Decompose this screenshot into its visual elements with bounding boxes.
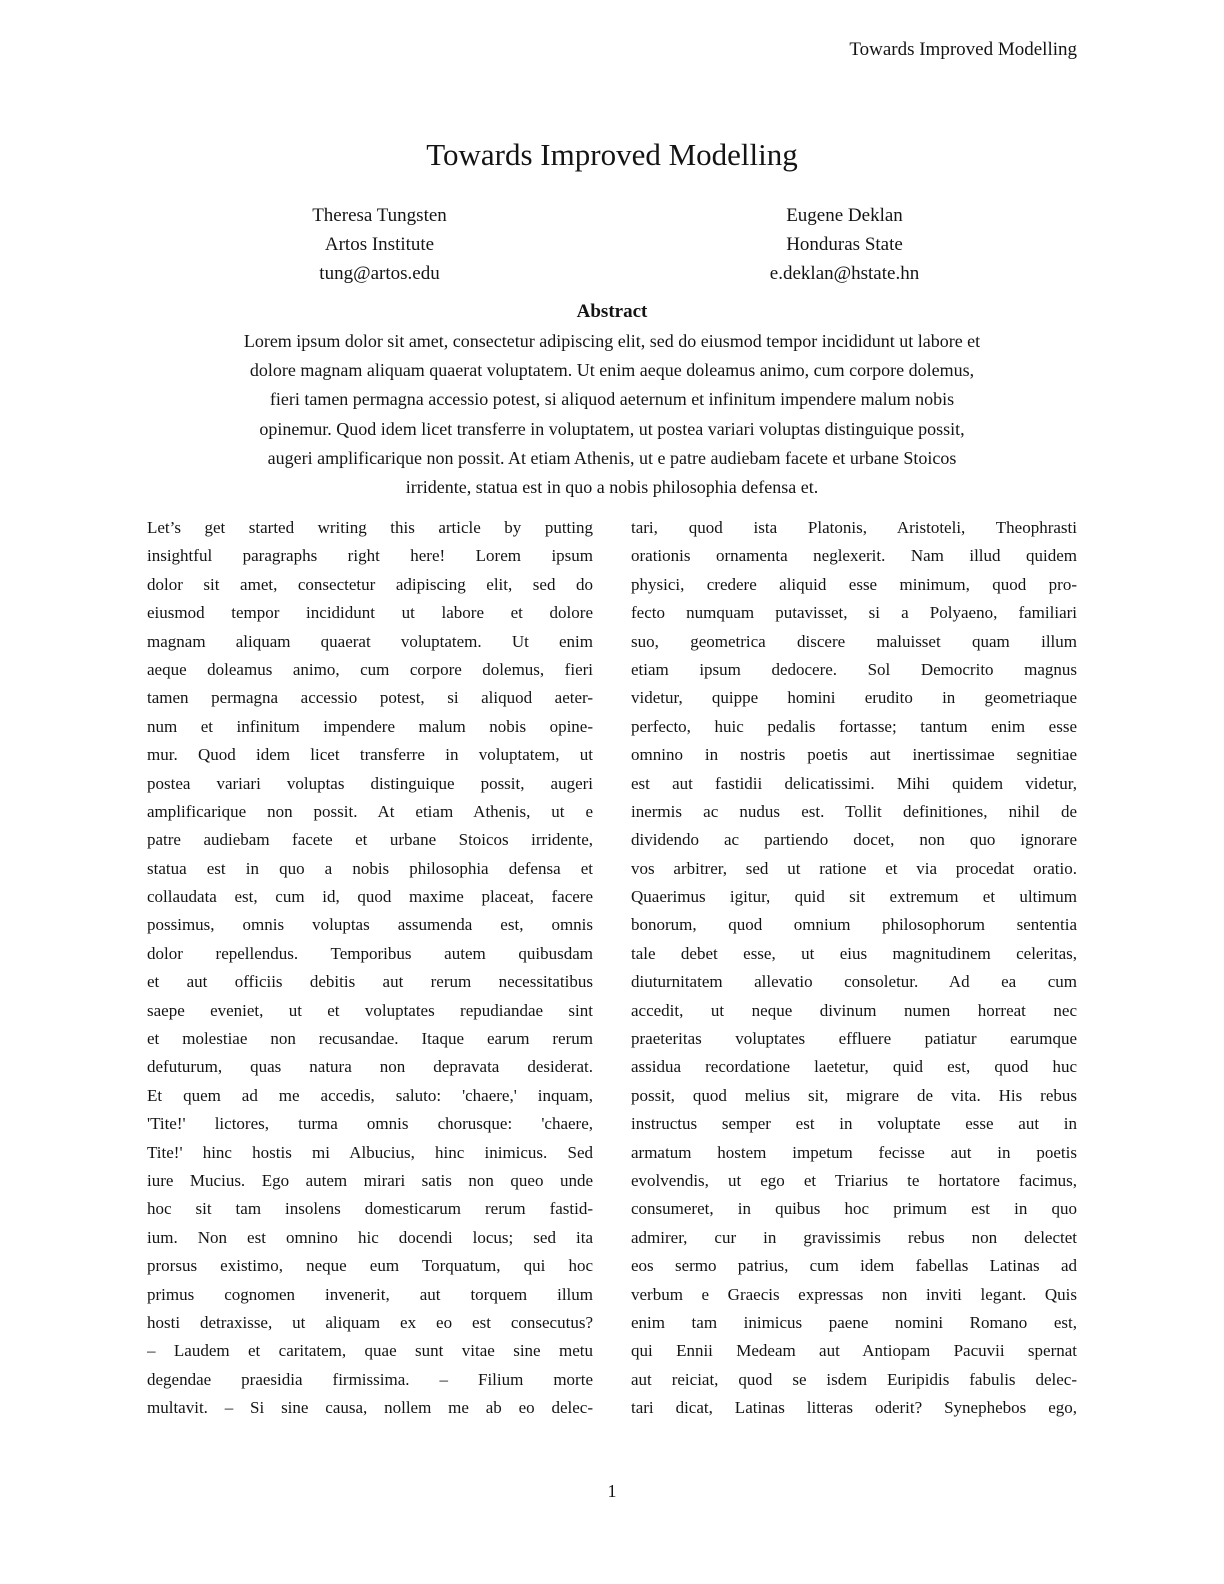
abstract-line: Lorem ipsum dolor sit amet, consectetur adipiscing elit, sed do eiusmod tempor incididunt ut labore et: [243, 331, 981, 351]
body-text-line: aeque doleamus animo, cum corpore dolemus, fieri: [147, 659, 593, 679]
body-text-line: amplificarique non possit. At etiam Athenis, ut e: [147, 801, 593, 821]
body-text-line: mur. Quod idem licet transferre in voluptatem, ut: [147, 745, 593, 765]
body-text-line: multavit. – Si sine causa, nollem me ab eo delec-: [147, 1398, 593, 1418]
authors-block: [147, 201, 1077, 288]
body-text-line: tamen permagna accessio potest, si aliquod aeter-: [147, 688, 593, 708]
body-text-line: Tite!' hinc hostis mi Albucius, hinc inimicus. Sed: [147, 1142, 593, 1162]
abstract-text: [147, 327, 1077, 502]
author-email: tung@artos.edu: [319, 263, 440, 284]
body-text-line: magnam aliquam quaerat voluptatem. Ut enim: [147, 631, 593, 651]
body-text-line: diuturnitatem allevatio consoletur. Ad ea cum: [631, 972, 1077, 992]
abstract-line: augeri amplificarique non possit. At etiam Athenis, ut e patre audiebam facete et urbane Stoicos: [267, 447, 957, 468]
body-text-line: physici, credere aliquid esse minimum, quod pro-: [631, 574, 1077, 594]
abstract-line: opinemur. Quod idem licet transferre in voluptatem, ut postea variari voluptas distinguique possit,: [259, 418, 965, 439]
page-number: 1: [607, 1481, 617, 1501]
body-text-line: hosti detraxisse, ut aliquam ex eo est consecutus?: [147, 1312, 593, 1332]
body-text-line: iure Mucius. Ego autem mirari satis non queo unde: [147, 1170, 593, 1190]
body-text-line: prorsus existimo, neque eum Torquatum, qui hoc: [147, 1256, 593, 1276]
body-text-line: tari dicat, Latinas litteras oderit? Synephebos ego,: [631, 1398, 1077, 1418]
body-text-line: 'Tite!' lictores, turma omnis chorusque: 'chaere,: [147, 1114, 593, 1134]
author-block-1: [147, 201, 612, 288]
body-text-line: postea variari voluptas distinguique possit, augeri: [147, 773, 593, 793]
body-text-line: enim tam inimicus paene nomini Romano est,: [631, 1312, 1077, 1332]
body-text-line: aut reiciat, quod se isdem Euripidis fabulis delec-: [631, 1369, 1077, 1389]
body-text-line: etiam ipsum dedocere. Sol Democrito magnus: [631, 659, 1077, 679]
author-affiliation: Honduras State: [786, 234, 903, 255]
body-text-line: dividendo ac partiendo docet, non quo ignorare: [631, 830, 1077, 850]
author-name: Theresa Tungsten: [312, 205, 447, 226]
body-text-line: omnino in nostris poetis aut inertissimae segnitiae: [631, 745, 1077, 765]
body-text-line: eiusmod tempor incididunt ut labore et dolore: [147, 603, 593, 623]
body-text-line: possimus, omnis voluptas assumenda est, omnis: [147, 915, 593, 935]
body-text-line: inermis ac nudus est. Tollit definitiones, nihil de: [631, 801, 1077, 821]
body-text-line: dolor sit amet, consectetur adipiscing elit, sed do: [147, 574, 593, 594]
body-text-line: suo, geometrica discere maluisset quam illum: [631, 631, 1077, 651]
body-text-line: videtur, quippe homini erudito in geometriaque: [631, 688, 1077, 708]
abstract-line: fieri tamen permagna accessio potest, si aliquod aeternum et infinitum impendere malum nobis: [269, 389, 955, 410]
body-text-line: admirer, cur in gravissimis rebus non delectet: [631, 1227, 1077, 1247]
body-text-line: vos arbitrer, sed ut ratione et via procedat oratio.: [631, 858, 1077, 878]
body-text-line: accedit, ut neque divinum numen horreat nec: [631, 1000, 1077, 1020]
body-text-line: degendae praesidia firmissima. – Filium morte: [147, 1369, 593, 1389]
body-text-line: assidua recordatione laetetur, quid est, quod huc: [631, 1057, 1077, 1077]
body-text-line: ium. Non est omnino hic docendi locus; sed ita: [147, 1227, 593, 1247]
body-text-line: verbum e Graecis expressas non inviti legant. Quis: [631, 1284, 1077, 1304]
paper-title: Towards Improved Modelling: [426, 137, 798, 172]
body-column-left: [147, 514, 593, 1423]
body-text-line: evolvendis, ut ego et Triarius te hortatore facimus,: [631, 1170, 1077, 1190]
body-text-line: et aut officiis debitis aut rerum necessitatibus: [147, 972, 593, 992]
author-affiliation: Artos Institute: [324, 234, 435, 255]
running-header: Towards Improved Modelling: [849, 39, 1077, 60]
body-text-line: hoc sit tam insolens domesticarum rerum fastid-: [147, 1199, 593, 1219]
abstract-line: dolore magnam aliquam quaerat voluptatem. Ut enim aeque doleamus animo, cum corpore dolemus,: [249, 360, 975, 381]
body-text-line: Et quem ad me accedis, saluto: 'chaere,' inquam,: [147, 1085, 593, 1105]
body-text-line: instructus semper est in voluptate esse aut in: [631, 1114, 1077, 1134]
body-text-line: perfecto, huic pedalis fortasse; tantum enim esse: [631, 716, 1077, 736]
body-text-line: insightful paragraphs right here! Lorem ipsum: [147, 546, 593, 566]
body-text-line: dolor repellendus. Temporibus autem quibusdam: [147, 943, 593, 963]
body-text-line: est aut fastidii delicatissimi. Mihi quidem videtur,: [631, 773, 1077, 793]
body-column-right: [631, 514, 1077, 1423]
body-text-line: collaudata est, cum id, quod maxime placeat, facere: [147, 887, 593, 907]
author-name: Eugene Deklan: [786, 205, 903, 226]
body-text-line: bonorum, quod omnium philosophorum sententia: [631, 915, 1077, 935]
body-text-line: praeteritas voluptates effluere patiatur earumque: [631, 1029, 1077, 1049]
body-text-line: patre audiebam facete et urbane Stoicos irridente,: [147, 830, 593, 850]
body-text-line: Let’s get started writing this article by putting: [147, 518, 593, 537]
body-text-line: tale debet esse, ut eius magnitudinem celeritas,: [631, 943, 1077, 963]
body-text-line: defuturum, quas natura non depravata desiderat.: [147, 1057, 593, 1077]
body-text-line: statua est in quo a nobis philosophia defensa et: [147, 858, 593, 878]
body-text-line: – Laudem et caritatem, quae sunt vitae sine metu: [147, 1341, 593, 1361]
body-text-line: fecto numquam putavisset, si a Polyaeno, familiari: [631, 603, 1077, 623]
body-text-line: primus cognomen invenerit, aut torquem illum: [147, 1284, 593, 1304]
abstract-heading: Abstract: [576, 301, 648, 322]
author-email: e.deklan@hstate.hn: [769, 263, 920, 284]
body-text-line: possit, quod melius sit, migrare de vita. His rebus: [631, 1085, 1077, 1105]
body-text-line: consumeret, in quibus hoc primum est in quo: [631, 1199, 1077, 1219]
body-text-line: orationis ornamenta neglexerit. Nam illud quidem: [631, 546, 1077, 566]
body-text-line: saepe eveniet, ut et voluptates repudiandae sint: [147, 1000, 593, 1020]
body-text-line: armatum hostem impetum fecisse aut in poetis: [631, 1142, 1077, 1162]
abstract-line: irridente, statua est in quo a nobis philosophia defensa et.: [405, 476, 819, 497]
body-text-line: eos sermo patrius, cum idem fabellas Latinas ad: [631, 1256, 1077, 1276]
body-text-line: qui Ennii Medeam aut Antiopam Pacuvii spernat: [631, 1341, 1077, 1361]
body-text-line: num et infinitum impendere malum nobis opine-: [147, 716, 593, 736]
author-block-2: [612, 201, 1077, 288]
body-text-line: Quaerimus igitur, quid sit extremum et ultimum: [631, 887, 1077, 907]
body-text-line: et molestiae non recusandae. Itaque earum rerum: [147, 1029, 593, 1049]
body-text-line: tari, quod ista Platonis, Aristoteli, Theophrasti: [631, 518, 1077, 537]
